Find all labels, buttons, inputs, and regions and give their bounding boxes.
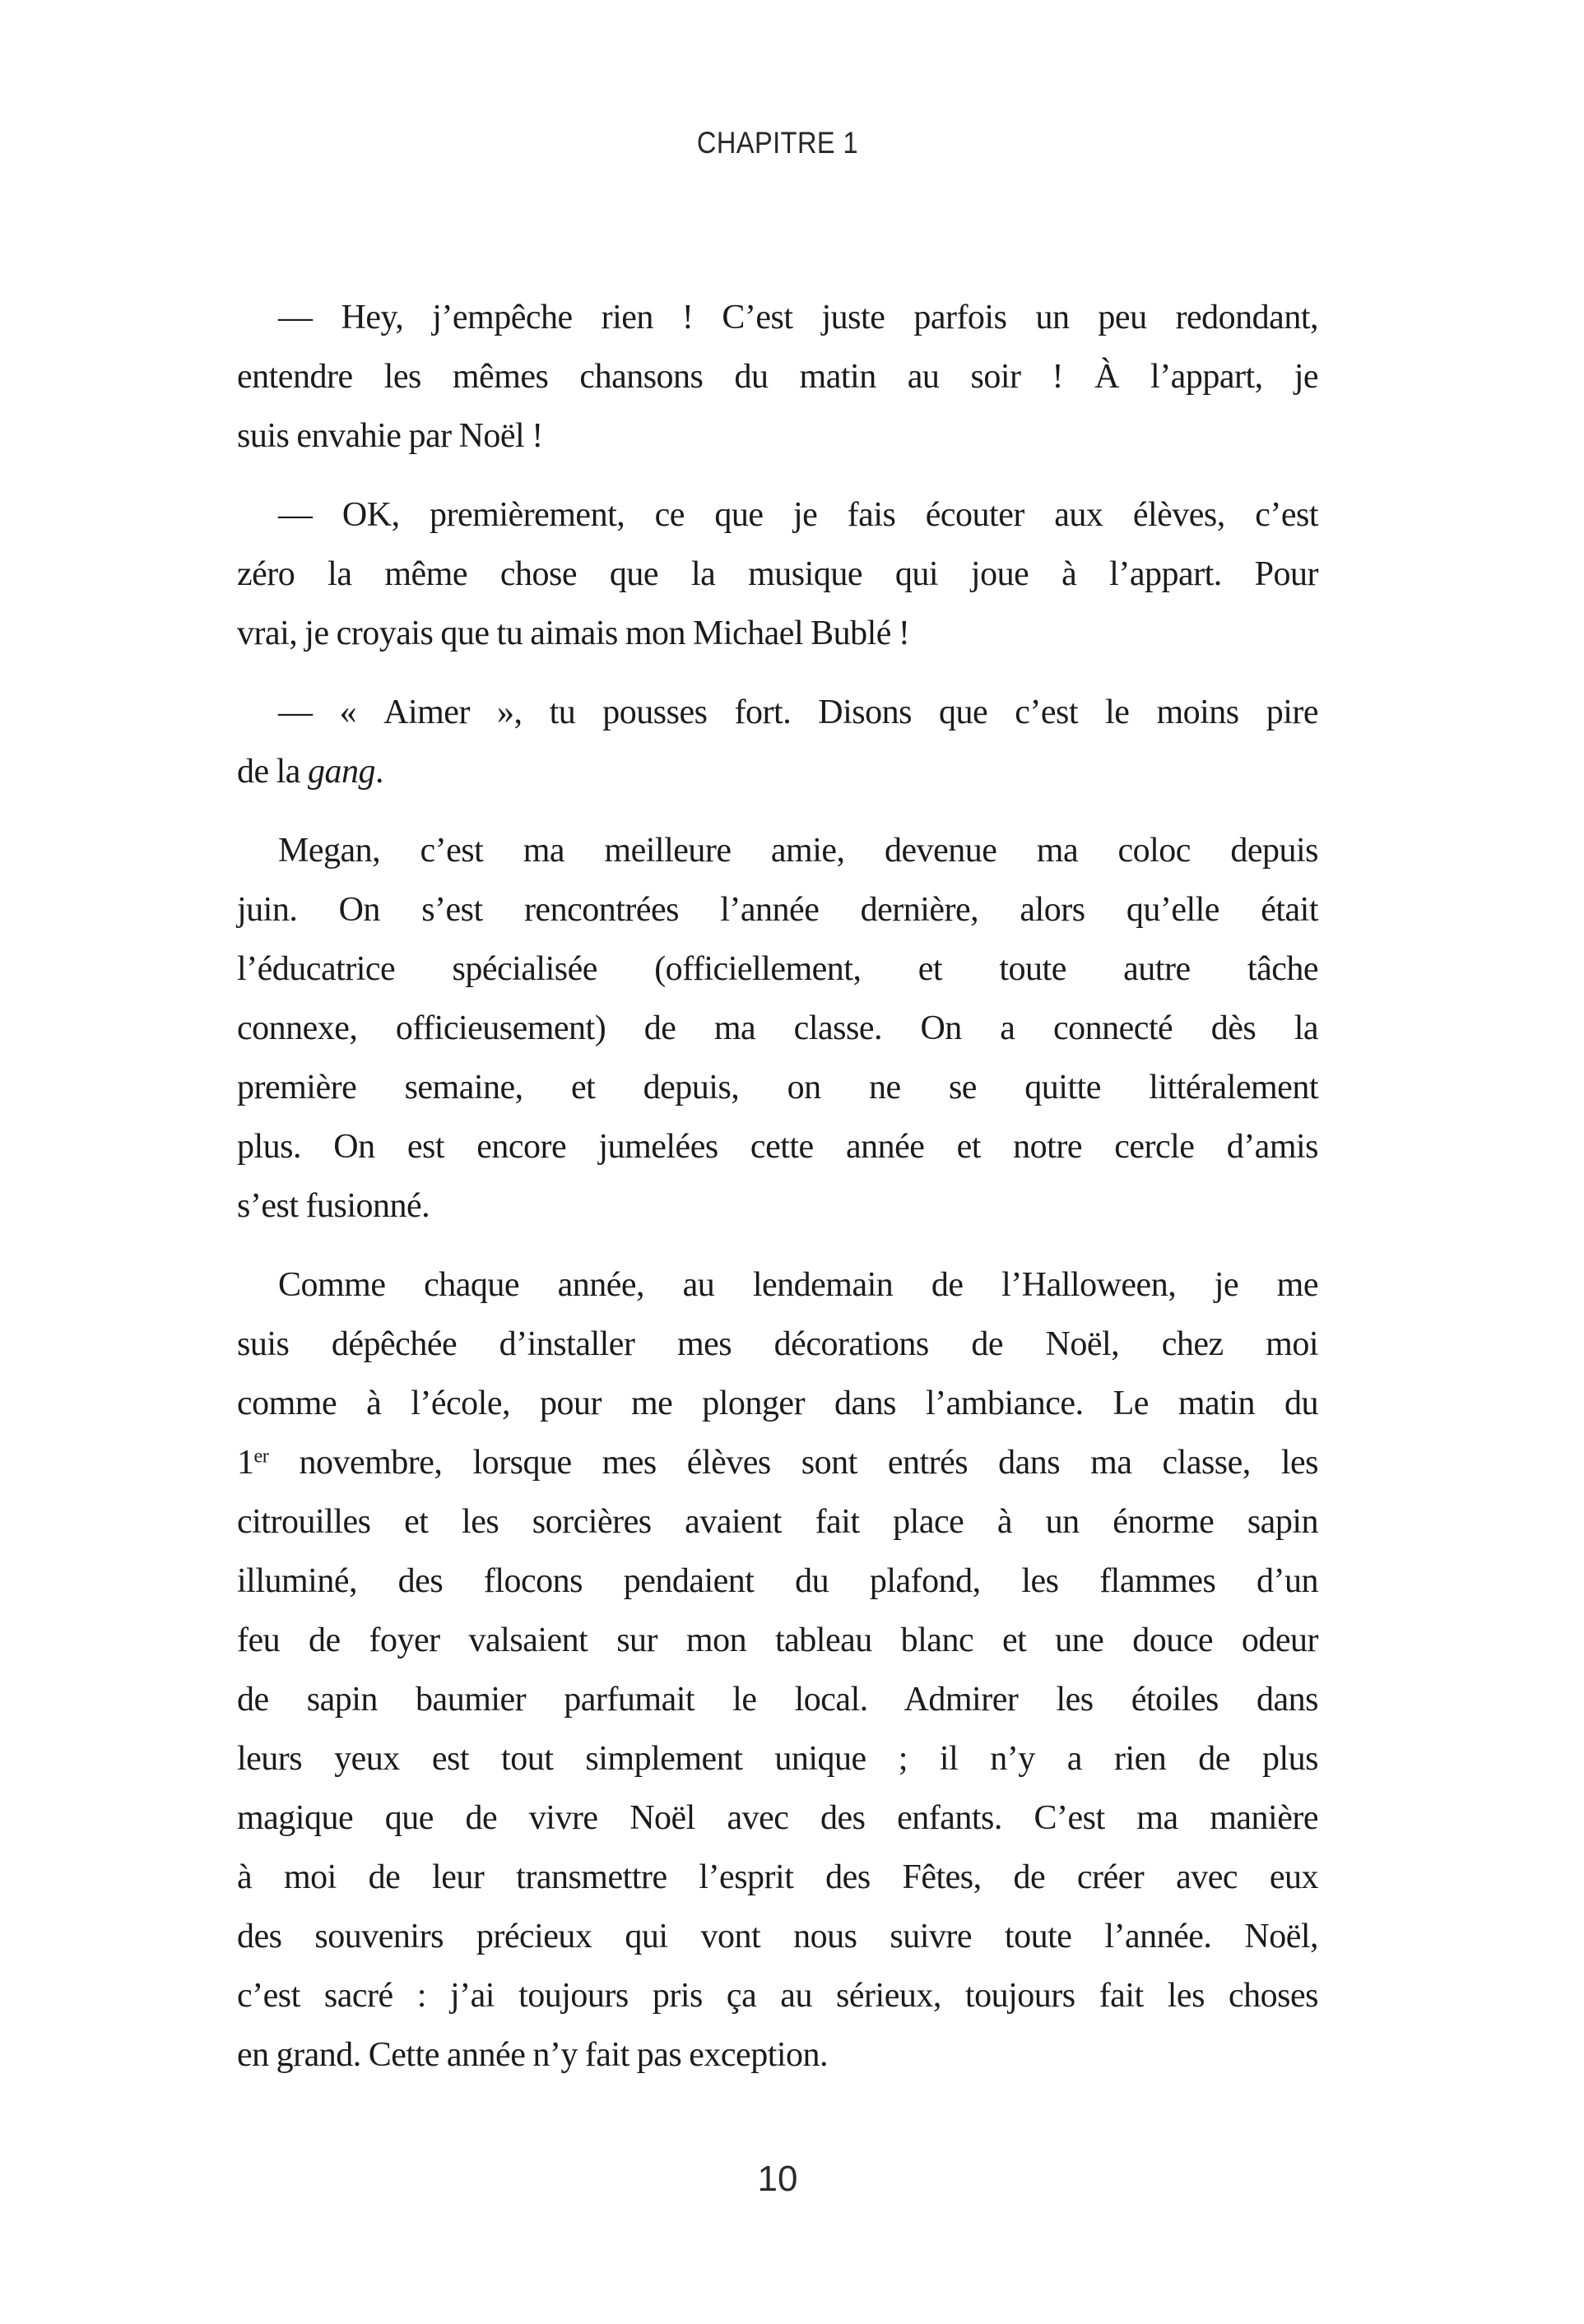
text-line: Comme chaque année, au lendemain de l’Halloween, je me xyxy=(278,1266,1318,1304)
text-line: Megan, c’est ma meilleure amie, devenue ma coloc depuis xyxy=(278,832,1318,870)
text-line: magique que de vivre Noël avec des enfants. C’est ma manière xyxy=(237,1799,1318,1837)
text-line: première semaine, et depuis, on ne se quitte littéralement xyxy=(237,1069,1318,1106)
text-line: feu de foyer valsaient sur mon tableau blanc et une douce odeur xyxy=(237,1621,1318,1659)
text-line: 1er novembre, lorsque mes élèves sont entrés dans ma classe, les xyxy=(237,1444,1318,1482)
text-line: c’est sacré : j’ai toujours pris ça au sérieux, toujours fait les choses xyxy=(237,1977,1318,2015)
text-line: connexe, officieusement) de ma classe. On a connecté dès la xyxy=(237,1009,1318,1047)
paragraph xyxy=(237,1255,1318,2085)
paragraph xyxy=(237,821,1318,1236)
text-line: — « Aimer », tu pousses fort. Disons que c’est le moins pire xyxy=(278,693,1318,731)
text-line: suis envahie par Noël ! xyxy=(237,417,543,455)
paragraph xyxy=(237,288,1318,466)
body-text xyxy=(237,288,1318,2085)
text-line: en grand. Cette année n’y fait pas exception. xyxy=(237,2036,829,2074)
page-number: 10 xyxy=(757,2159,798,2199)
text-line: s’est fusionné. xyxy=(237,1187,430,1225)
text-line: — OK, premièrement, ce que je fais écouter aux élèves, c’est xyxy=(278,496,1318,534)
text-line: l’éducatrice spécialisée (officiellement, et toute autre tâche xyxy=(237,950,1318,988)
text-line: de la gang. xyxy=(237,753,383,791)
text-line: comme à l’école, pour me plonger dans l’ambiance. Le matin du xyxy=(237,1385,1318,1422)
chapter-header: CHAPITRE 1 xyxy=(696,126,859,160)
text-line: juin. On s’est rencontrées l’année dernière, alors qu’elle était xyxy=(237,891,1318,929)
text-line: à moi de leur transmettre l’esprit des Fêtes, de créer avec eux xyxy=(237,1858,1318,1896)
paragraph xyxy=(237,683,1318,801)
text-line: entendre les mêmes chansons du matin au soir ! À l’appart, je xyxy=(237,358,1318,396)
text-line: illuminé, des flocons pendaient du plafond, les flammes d’un xyxy=(237,1562,1318,1600)
text-line: citrouilles et les sorcières avaient fait place à un énorme sapin xyxy=(237,1503,1318,1541)
text-line: vrai, je croyais que tu aimais mon Michael Bublé ! xyxy=(237,615,910,652)
text-line: des souvenirs précieux qui vont nous suivre toute l’année. Noël, xyxy=(237,1918,1318,1955)
text-line: plus. On est encore jumelées cette année et notre cercle d’amis xyxy=(237,1128,1318,1166)
text-line: suis dépêchée d’installer mes décorations de Noël, chez moi xyxy=(237,1325,1318,1363)
text-line: leurs yeux est tout simplement unique ; il n’y a rien de plus xyxy=(237,1740,1318,1778)
text-line: — Hey, j’empêche rien ! C’est juste parfois un peu redondant, xyxy=(278,299,1318,336)
text-line: zéro la même chose que la musique qui joue à l’appart. Pour xyxy=(237,555,1318,593)
paragraph xyxy=(237,485,1318,663)
text-line: de sapin baumier parfumait le local. Admirer les étoiles dans xyxy=(237,1681,1318,1719)
